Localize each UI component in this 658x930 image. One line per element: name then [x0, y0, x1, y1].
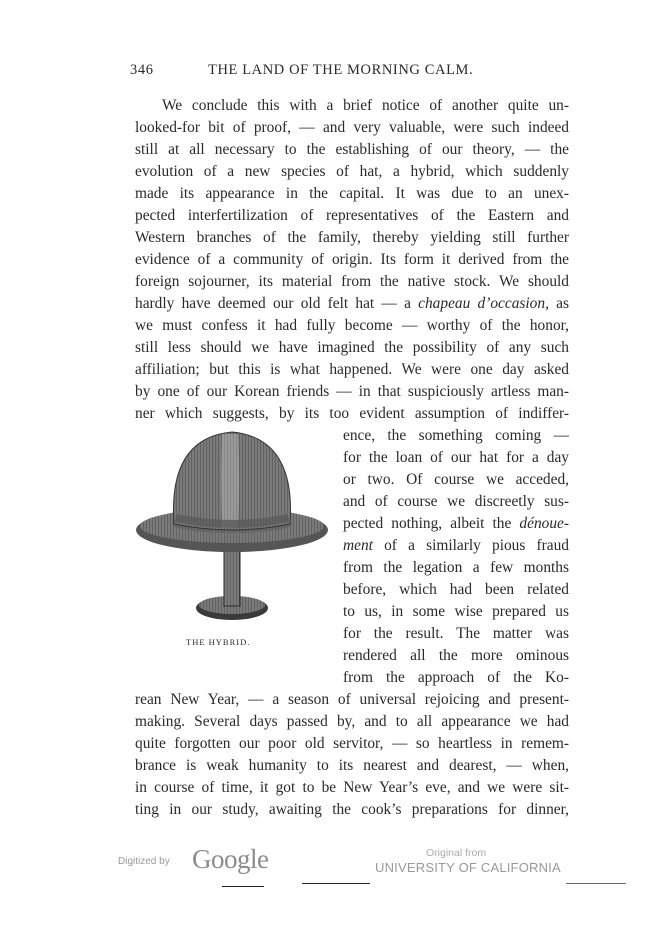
text-segment: as	[548, 295, 569, 312]
text-line: brance is weak humanity to its nearest and dearest, — when,	[135, 757, 569, 774]
hat-engraving	[128, 418, 336, 636]
text-line: ner which suggests, by its too evident assumption of indiffer-	[135, 405, 569, 422]
text-line: to us, in some wise prepared us	[343, 603, 569, 620]
text-line: by one of our Korean friends — in that suspiciously artless man-	[135, 383, 569, 400]
text-line: Western branches of the family, thereby yielding still further	[135, 229, 569, 246]
text-line: evidence of a community of origin. Its form it derived from the	[135, 251, 569, 268]
text-line: still at all necessary to the establishing of our theory, — the	[135, 141, 569, 158]
italic-phrase: ment	[343, 537, 373, 554]
text-line: quite forgotten our poor old servitor, — so heartless in remem-	[135, 735, 569, 752]
google-logo: Google	[192, 844, 269, 874]
italic-phrase: dénoue-	[519, 515, 569, 532]
divider	[566, 883, 626, 884]
text-segment: pected nothing, albeit the	[343, 515, 520, 532]
text-line: or two. Of course we acceded,	[343, 471, 569, 488]
text-line: pected interfertilization of representatives of the Eastern and	[135, 207, 569, 224]
text-line: for the loan of our hat for a day	[343, 449, 569, 466]
text-line: We conclude this with a brief notice of another quite un-	[162, 97, 569, 114]
text-segment: hardly have deemed our old felt hat — a	[135, 295, 419, 312]
text-line	[343, 535, 569, 557]
text-line: for the result. The matter was	[343, 625, 569, 642]
original-from-label: Original from	[426, 847, 487, 859]
page-number: 346	[130, 62, 154, 78]
text-line: we must confess it had fully become — worthy of the honor,	[135, 317, 569, 334]
text-line: and of course we discreetly sus-	[343, 493, 569, 510]
divider	[302, 883, 370, 884]
text-line: affiliation; but this is what happened. We were one day asked	[135, 361, 569, 378]
digitization-footer	[0, 830, 658, 890]
library-name: UNIVERSITY OF CALIFORNIA	[375, 860, 561, 875]
text-line	[343, 513, 569, 535]
text-line: evolution of a new species of hat, a hybrid, which suddenly	[135, 163, 569, 180]
hat-illustration	[128, 418, 336, 636]
text-line: before, which had been related	[343, 581, 569, 598]
figure-caption: THE HYBRID.	[186, 637, 251, 647]
running-title: THE LAND OF THE MORNING CALM.	[208, 62, 474, 78]
text-line: made its appearance in the capital. It was due to an unex-	[135, 185, 569, 202]
italic-phrase: chapeau d’occasion,	[418, 295, 549, 312]
text-line: looked-for bit of proof, — and very valuable, were such indeed	[135, 119, 569, 136]
text-line: rean New Year, — a season of universal rejoicing and present-	[135, 691, 569, 708]
text-line: from the legation a few months	[343, 559, 569, 576]
text-line: ence, the something coming —	[343, 427, 569, 444]
text-line	[135, 293, 569, 315]
text-line: foreign sojourner, its material from the native stock. We should	[135, 273, 569, 290]
text-line: making. Several days passed by, and to all appearance we had	[135, 713, 569, 730]
running-head	[130, 62, 570, 84]
text-line: from the approach of the Ko-	[343, 669, 569, 686]
text-segment: of a similarly pious fraud	[372, 537, 569, 554]
text-line: still less should we have imagined the possibility of any such	[135, 339, 569, 356]
digitized-by-label: Digitized by	[118, 856, 170, 867]
text-line: in course of time, it got to be New Year’s eve, and we were sit-	[135, 779, 569, 796]
divider	[222, 886, 264, 887]
text-line: rendered all the more ominous	[343, 647, 569, 664]
text-line: ting in our study, awaiting the cook’s preparations for dinner,	[135, 801, 569, 818]
